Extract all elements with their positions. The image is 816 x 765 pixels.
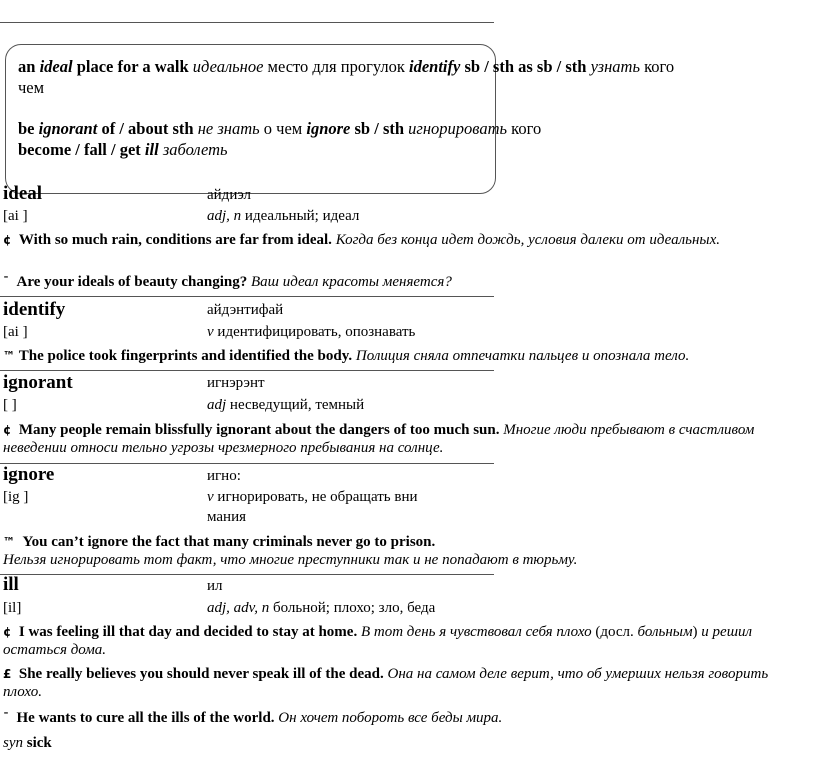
bullet-icon: ™ [3,535,15,549]
entry-divider [0,370,494,371]
example-ideal-2: ¯ Are your ideals of beauty changing? Ваш идеал красоты меняется? [3,274,452,290]
headword-ill: ill [3,574,19,595]
top-rule [0,22,494,23]
entry-divider [0,296,494,297]
example-ill-3: ¯ He wants to cure all the ills of the world. Он хочет побороть все беды мира. [3,710,503,726]
bullet-icon: ¯ [3,275,9,289]
definition-ignorant: adj несведущий, темный [207,397,365,413]
example-ignorant-1: ¢ Many people remain blissfully ignorant about the dangers of too much sun. Многие люди пребывают в счастливом неведении относи тельно угрозы чрезмерного пребывания на солнце. [3,422,755,456]
pronunciation-ideal: айдиэл [207,187,251,203]
entry-divider [0,463,494,464]
pronunciation-ill: ил [207,578,223,594]
bullet-icon: ™ [3,349,15,363]
definition-ill: adj, adv, n больной; плохо; зло, беда [207,600,436,616]
example-ignore-1: ™ You can’t ignore the fact that many criminals never go to prison. Нельзя игнорировать тот факт, что многие преступники так и не попадают в тюрьму. [3,534,578,568]
pronunciation-ignorant: игнэрэнт [207,375,265,391]
synonym-ill: syn sick [3,735,52,751]
pronunciation-identify: айдэнтифай [207,302,284,318]
ipa-ill: [il] [3,600,22,616]
ipa-identify: [ai ] [3,324,28,340]
ipa-ignorant: [ ] [3,397,17,413]
entry-divider [0,574,494,575]
summary-line-4: become / fall / get ill заболеть [18,140,228,159]
example-ill-2: £ She really believes you should never speak ill of the dead. Она на самом деле верит, что об умерших нельзя говорить плохо. [3,666,769,700]
bullet-icon: ¢ [3,233,12,247]
ipa-ideal: [ai ] [3,208,28,224]
bullet-icon: £ [3,667,12,681]
headword-identify: identify [3,299,66,320]
bullet-icon: ¯ [3,711,9,725]
definition-ignore-cont: мания [207,509,247,525]
headword-ideal: ideal [3,183,43,204]
summary-line-1: an ideal place for a walk идеальное место для прогулок identify sb / sth as sb / sth узнать кого [18,57,675,76]
definition-ideal: adj, n идеальный; идеал [207,208,360,224]
example-ideal-1: ¢ With so much rain, conditions are far from ideal. Когда без конца идет дождь, условия далеки от идеальных. [3,232,720,248]
summary-line-2: чем [18,78,45,97]
bullet-icon: ¢ [3,625,12,639]
pronunciation-ignore: игно: [207,468,241,484]
definition-identify: v идентифицировать, опознавать [207,324,416,340]
definition-ignore: v игнорировать, не обращать вни [207,489,418,505]
headword-ignorant: ignorant [3,372,73,393]
bullet-icon: ¢ [3,423,12,437]
summary-line-3: be ignorant of / about sth не знать о чем ignore sb / sth игнорировать кого [18,119,542,138]
example-ill-1: ¢ I was feeling ill that day and decided to stay at home. В тот день я чувствовал себя плохо (досл. больным) и решил остаться дома. [3,624,753,658]
example-identify-1: ™ The police took fingerprints and identified the body. Полиция сняла отпечатки пальцев и опознала тело. [3,348,690,364]
ipa-ignore: [ig ] [3,489,29,505]
headword-ignore: ignore [3,464,55,485]
